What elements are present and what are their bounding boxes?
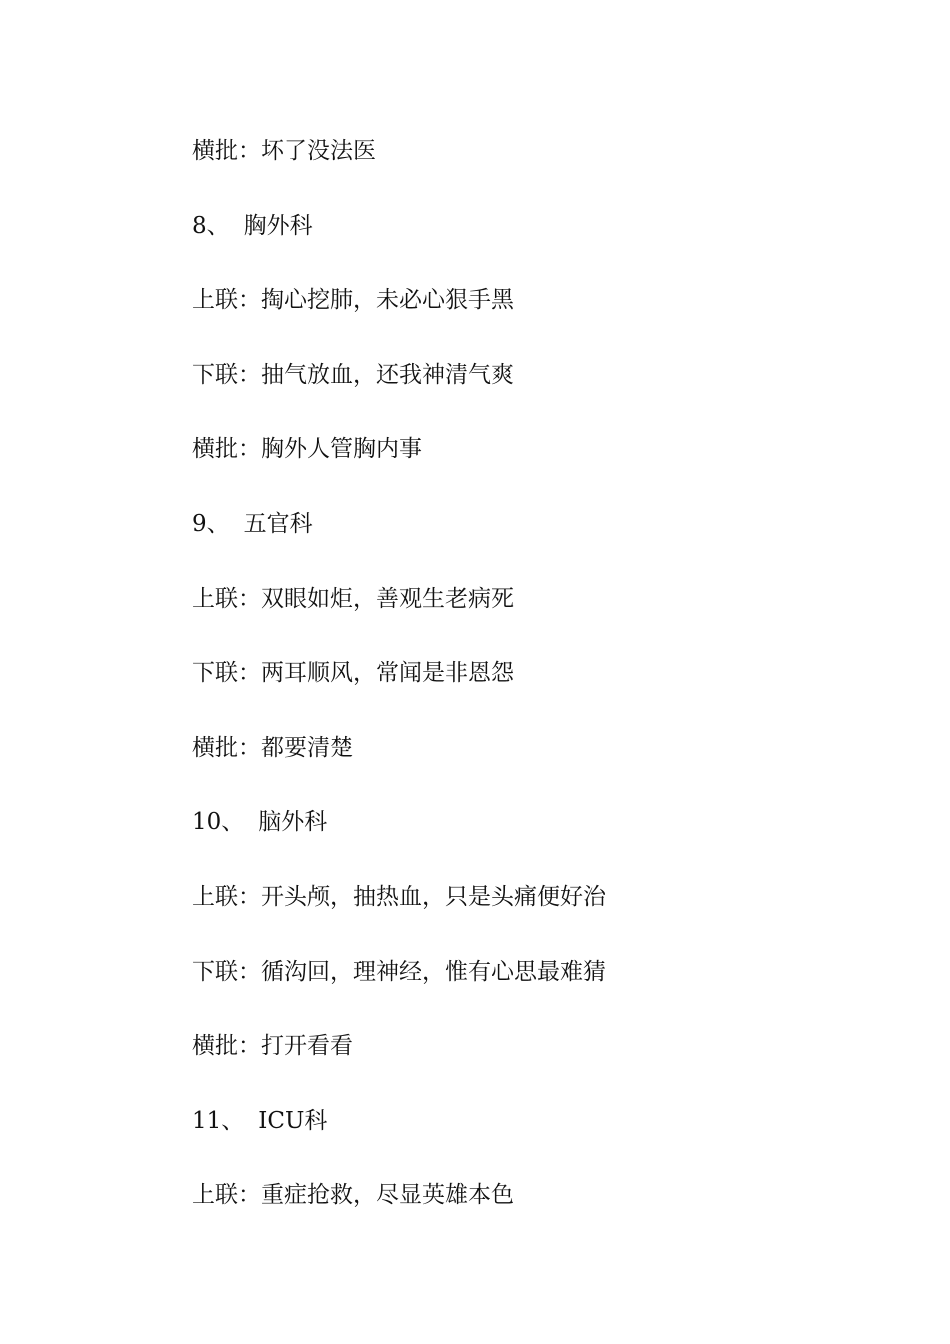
upper-couplet-line: 上联：重症抢救，尽显英雄本色 (192, 1182, 514, 1209)
section-title: 胸外科 (243, 212, 313, 239)
horizontal-scroll-line: 横批：坏了没法医 (192, 138, 376, 164)
upper-couplet-line: 上联：开头颅，抽热血，只是头痛便好治 (192, 883, 606, 910)
section-number: 9、 (192, 510, 230, 537)
lower-couplet-line: 下联：两耳顺风，常闻是非恩怨 (192, 660, 514, 687)
horizontal-scroll-line: 横批：胸外人管胸内事 (192, 436, 422, 463)
section-number: 10、 (192, 809, 245, 836)
upper-couplet-line: 上联：双眼如炬，善观生老病死 (192, 585, 514, 612)
section-heading (192, 801, 892, 876)
lower-couplet-line: 下联：循沟回，理神经，惟有心思最难猜 (192, 958, 606, 985)
horizontal-scroll-line: 横批：都要清楚 (192, 734, 353, 761)
section-title: 五官科 (243, 510, 313, 537)
horizontal-scroll-line: 横批：打开看看 (192, 1033, 353, 1060)
section-number: 11、 (192, 1107, 245, 1134)
section-heading (192, 503, 892, 578)
section-title: ICU科 (258, 1107, 328, 1134)
section-heading (192, 1100, 892, 1175)
upper-couplet-line: 上联：掏心挖肺，未必心狠手黑 (192, 287, 514, 314)
section-title: 脑外科 (258, 809, 328, 836)
section-heading (192, 205, 892, 280)
section-number: 8、 (192, 212, 230, 239)
lower-couplet-line: 下联：抽气放血，还我神清气爽 (192, 361, 514, 388)
document-body (192, 130, 892, 1249)
